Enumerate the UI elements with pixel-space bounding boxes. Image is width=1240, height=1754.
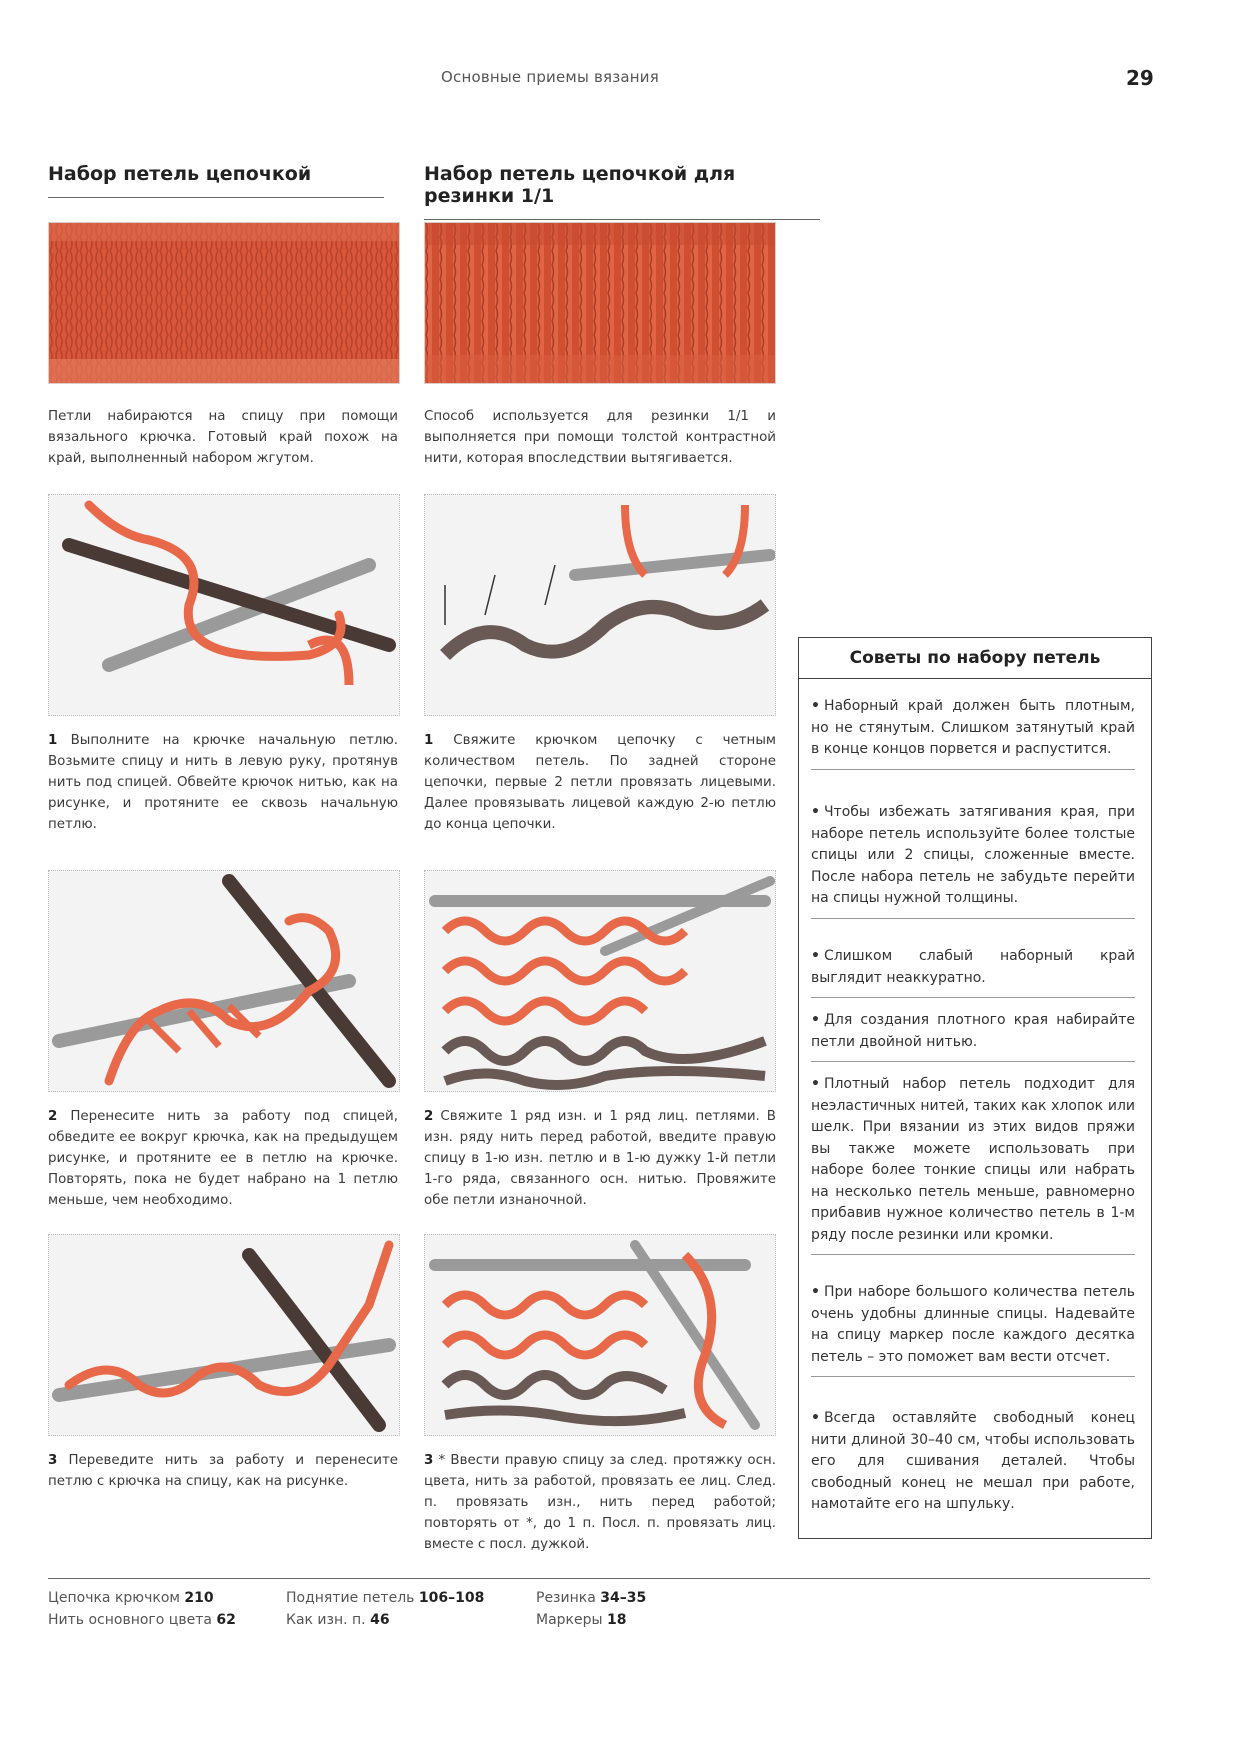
- tips-box: [798, 637, 1152, 1539]
- illustration-right-step-2: [424, 870, 776, 1092]
- tip-item: • Всегда оставляйте свободный конец нити длиной 30–40 см, чтобы использовать его для сшивания деталей. Чтобы свободный конец не мешал при работе, намотайте его на шпульку.: [811, 1410, 1135, 1512]
- left-column-title: Набор петель цепочкой: [48, 163, 384, 198]
- illustration-right-step-1: [424, 494, 776, 716]
- tip-item: • Плотный набор петель подходит для неэластичных нитей, таких как хлопок или шелк. При вязании из этих видов пряжи вы также можете использовать при наборе более тонкие спицы или набрать на несколько петель меньше, равномерно прибавив нужное количество петель в 1-м ряду после резинки или кромки.: [811, 1074, 1135, 1255]
- swatch-photo-chain-cast-on: [48, 222, 400, 384]
- tip-item: • Для создания плотного края набирайте петли двойной нитью.: [811, 1010, 1135, 1062]
- tip-item: • Чтобы избежать затягивания края, при наборе петель используйте более толстые спицы или 2 спицы, сложенные вместе. После набора петель не забудьте перейти на спицы нужной толщины.: [811, 802, 1135, 919]
- right-column-title: Набор петель цепочкой для резинки 1/1: [424, 163, 820, 220]
- left-intro-text: Петли набираются на спицу при помощи вязального крючка. Готовый край похож на край, выполненный набором жгутом.: [48, 409, 398, 466]
- illustration-left-step-2: [48, 870, 400, 1092]
- footer-rule: [48, 1578, 1150, 1579]
- left-step-2-caption: 2 Перенесите нить за работу под спицей, обведите ее вокруг крючка, как на предыдущем рисунке, и протяните ее в петлю на крючке. Повторять, пока не будет набрано на 1 петлю меньше, чем необходимо.: [48, 1109, 398, 1208]
- cross-reference: Маркеры 18: [536, 1612, 627, 1628]
- cross-reference: Цепочка крючком 210: [48, 1590, 214, 1606]
- tips-title: Советы по набору петель: [799, 638, 1151, 679]
- left-step-3-caption: 3 Переведите нить за работу и перенесите петлю с крючка на спицу, как на рисунке.: [48, 1453, 398, 1489]
- running-title: Основные приемы вязания: [441, 68, 659, 86]
- cross-reference: Как изн. п. 46: [286, 1612, 390, 1628]
- page-number: 29: [1126, 66, 1154, 90]
- cross-reference: Резинка 34–35: [536, 1590, 647, 1606]
- right-intro-text: Способ используется для резинки 1/1 и выполняется при помощи толстой контрастной нити, которая впоследствии вытягивается.: [424, 409, 776, 466]
- cross-reference: Нить основного цвета 62: [48, 1612, 236, 1628]
- tip-item: • Слишком слабый наборный край выглядит неаккуратно.: [811, 946, 1135, 998]
- illustration-left-step-1: [48, 494, 400, 716]
- cross-reference: Поднятие петель 106–108: [286, 1590, 485, 1606]
- right-step-1-caption: 1 Свяжите крючком цепочку с четным количеством петель. По задней стороне цепочки, первые 2 петли провязать лицевыми. Далее провязывать лицевой каждую 2-ю петлю до конца цепочки.: [424, 733, 776, 832]
- tip-item: • Наборный край должен быть плотным, но не стянутым. Слишком затянутый край в конце концов порвется и распустится.: [811, 696, 1135, 770]
- right-step-2-caption: 2 Свяжите 1 ряд изн. и 1 ряд лиц. петлями. В изн. ряду нить перед работой, введите правую спицу в 1-ю изн. петлю и в 1-ю дужку 1-й петли 1-го ряда, связанного осн. нитью. Провяжите обе петли изнаночной.: [424, 1109, 776, 1208]
- right-step-3-caption: 3 * Ввести правую спицу за след. протяжку осн. цвета, нить за работой, провязать ее лиц. След. п. провязать изн., нить перед работой; повторять от *, до 1 п. Посл. п. провязать лиц. вместе с посл. дужкой.: [424, 1453, 776, 1552]
- swatch-photo-rib-cast-on: [424, 222, 776, 384]
- illustration-left-step-3: [48, 1234, 400, 1436]
- left-step-1-caption: 1 Выполните на крючке начальную петлю. Возьмите спицу и нить в левую руку, протянув нить под спицей. Обвейте крючок нитью, как на рисунке, и протяните ее сквозь начальную петлю.: [48, 733, 398, 832]
- illustration-right-step-3: [424, 1234, 776, 1436]
- tip-item: • При наборе большого количества петель очень удобны длинные спицы. Надевайте на спицу маркер после каждого десятка петель – это поможет вам вести отсчет.: [811, 1282, 1135, 1377]
